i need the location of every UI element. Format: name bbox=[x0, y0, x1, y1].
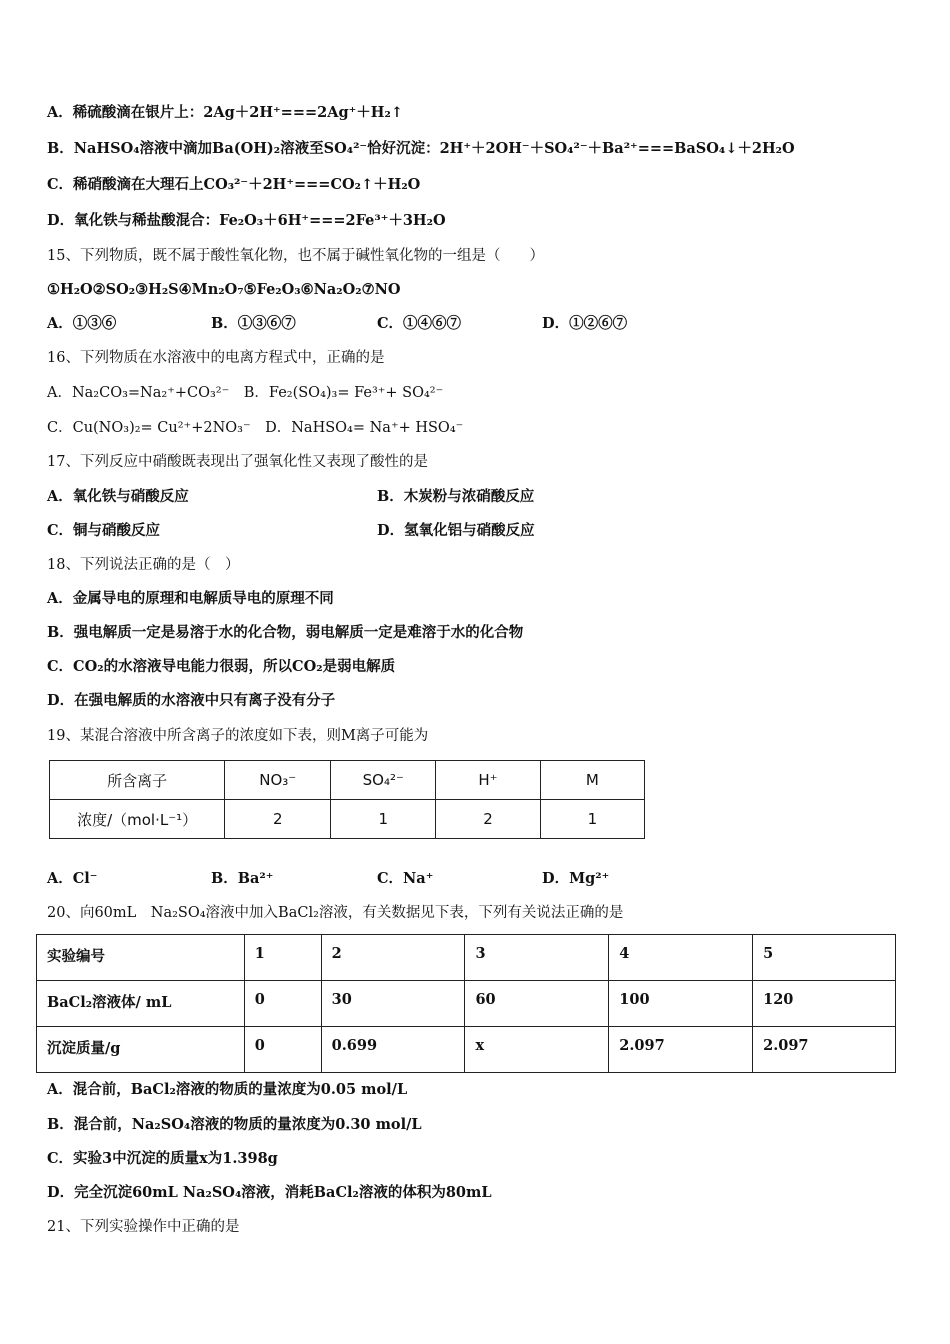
table-row bbox=[50, 761, 645, 800]
table-cell: BaCl₂溶液体/ mL bbox=[37, 981, 245, 1027]
table-cell: 30 bbox=[321, 981, 465, 1027]
table-cell: 1 bbox=[331, 800, 436, 839]
q19-option-d: D．Mg²⁺ bbox=[542, 870, 610, 887]
q15-option-a: A．①③⑥ bbox=[47, 315, 117, 332]
table-cell: x bbox=[465, 1027, 609, 1073]
table-cell: 浓度/（mol·L⁻¹） bbox=[50, 800, 225, 839]
table-cell: 2 bbox=[436, 800, 540, 839]
table-row bbox=[37, 981, 896, 1027]
table-header-cell: NO₃⁻ bbox=[225, 761, 331, 800]
q17-option-d: D．氢氧化铝与硝酸反应 bbox=[377, 522, 535, 539]
table-row bbox=[50, 800, 645, 839]
q17-option-b: B．木炭粉与浓硝酸反应 bbox=[377, 488, 535, 505]
q18-stem: 18、下列说法正确的是（ ） bbox=[47, 557, 240, 573]
q14-option-a: A．稀硫酸滴在银片上：2Ag＋2H⁺===2Ag⁺＋H₂↑ bbox=[47, 104, 403, 121]
table-cell: 120 bbox=[753, 981, 896, 1027]
q15-option-d: D．①②⑥⑦ bbox=[542, 315, 628, 332]
table-cell: 5 bbox=[753, 935, 896, 981]
table-cell: 3 bbox=[465, 935, 609, 981]
table-cell: 2 bbox=[321, 935, 465, 981]
q17-stem: 17、下列反应中硝酸既表现出了强氧化性又表现了酸性的是 bbox=[47, 454, 428, 470]
q20-option-a: A．混合前，BaCl₂溶液的物质的量浓度为0.05 mol/L bbox=[47, 1081, 408, 1098]
q18-option-b: B．强电解质一定是易溶于水的化合物，弱电解质一定是难溶于水的化合物 bbox=[47, 624, 524, 641]
q20-data-table bbox=[36, 934, 896, 1073]
table-row bbox=[37, 935, 896, 981]
q19-option-b: B．Ba²⁺ bbox=[211, 870, 274, 887]
table-header-cell: H⁺ bbox=[436, 761, 540, 800]
q15-items: ①H₂O②SO₂③H₂S④Mn₂O₇⑤Fe₂O₃⑥Na₂O₂⑦NO bbox=[47, 281, 401, 298]
table-header-cell: 所含离子 bbox=[50, 761, 225, 800]
q14-option-c: C．稀硝酸滴在大理石上CO₃²⁻＋2H⁺===CO₂↑＋H₂O bbox=[47, 176, 421, 193]
q17-option-c: C．铜与硝酸反应 bbox=[47, 522, 161, 539]
q16-stem: 16、下列物质在水溶液中的电离方程式中，正确的是 bbox=[47, 350, 385, 366]
table-cell: 2.097 bbox=[609, 1027, 753, 1073]
q18-option-a: A．金属导电的原理和电解质导电的原理不同 bbox=[47, 590, 334, 607]
table-cell: 实验编号 bbox=[37, 935, 245, 981]
table-cell: 2 bbox=[225, 800, 331, 839]
q14-option-d: D．氧化铁与稀盐酸混合：Fe₂O₃＋6H⁺===2Fe³⁺＋3H₂O bbox=[47, 212, 446, 229]
q15-stem: 15、下列物质，既不属于酸性氧化物，也不属于碱性氧化物的一组是（ ） bbox=[47, 248, 544, 264]
q19-option-a: A．Cl⁻ bbox=[47, 870, 98, 887]
table-cell: 100 bbox=[609, 981, 753, 1027]
q17-option-a: A．氧化铁与硝酸反应 bbox=[47, 488, 189, 505]
table-cell: 60 bbox=[465, 981, 609, 1027]
q16-options-cd: C．Cu(NO₃)₂= Cu²⁺+2NO₃⁻ D．NaHSO₄= Na⁺+ HSO₄⁻ bbox=[47, 420, 464, 436]
table-cell: 2.097 bbox=[753, 1027, 896, 1073]
q18-option-c: C．CO₂的水溶液导电能力很弱，所以CO₂是弱电解质 bbox=[47, 658, 396, 675]
table-header-cell: SO₄²⁻ bbox=[331, 761, 436, 800]
q21-stem: 21、下列实验操作中正确的是 bbox=[47, 1219, 240, 1235]
q20-option-d: D．完全沉淀60mL Na₂SO₄溶液，消耗BaCl₂溶液的体积为80mL bbox=[47, 1184, 492, 1201]
q19-stem: 19、某混合溶液中所含离子的浓度如下表，则M离子可能为 bbox=[47, 728, 429, 744]
q15-option-c: C．①④⑥⑦ bbox=[377, 315, 462, 332]
table-cell: 0 bbox=[244, 981, 321, 1027]
table-row bbox=[37, 1027, 896, 1073]
q19-option-c: C．Na⁺ bbox=[377, 870, 434, 887]
q19-ion-table bbox=[49, 760, 645, 839]
table-cell: 1 bbox=[244, 935, 321, 981]
q20-stem: 20、向60mL Na₂SO₄溶液中加入BaCl₂溶液，有关数据见下表，下列有关说法正确的是 bbox=[47, 905, 624, 921]
q14-option-b: B．NaHSO₄溶液中滴加Ba(OH)₂溶液至SO₄²⁻恰好沉淀：2H⁺＋2OH⁻＋SO₄²⁻＋Ba²⁺===BaSO₄↓＋2H₂O bbox=[47, 140, 795, 157]
q15-option-b: B．①③⑥⑦ bbox=[211, 315, 296, 332]
q20-option-b: B．混合前，Na₂SO₄溶液的物质的量浓度为0.30 mol/L bbox=[47, 1116, 422, 1133]
table-cell: 4 bbox=[609, 935, 753, 981]
table-cell: 0.699 bbox=[321, 1027, 465, 1073]
table-cell: 0 bbox=[244, 1027, 321, 1073]
q16-options-ab: A．Na₂CO₃=Na₂⁺+CO₃²⁻ B．Fe₂(SO₄)₃= Fe³⁺+ SO₄²⁻ bbox=[47, 385, 444, 401]
table-header-cell: M bbox=[540, 761, 644, 800]
q20-option-c: C．实验3中沉淀的质量x为1.398g bbox=[47, 1150, 278, 1167]
table-cell: 沉淀质量/g bbox=[37, 1027, 245, 1073]
table-cell: 1 bbox=[540, 800, 644, 839]
q18-option-d: D．在强电解质的水溶液中只有离子没有分子 bbox=[47, 692, 336, 709]
